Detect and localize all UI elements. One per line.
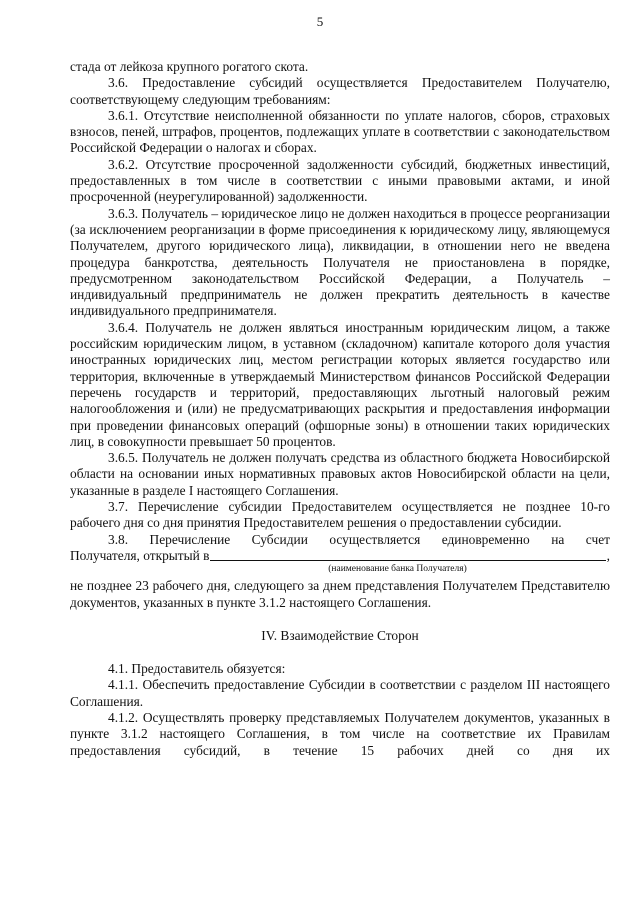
clause-3-7: 3.7. Перечисление субсидии Предоставителем осуществляется не позднее 10-го рабочего дня со дня принятия Предоставителем решения о предоставлении субсидии. [70, 499, 610, 531]
bank-line-suffix: , [606, 547, 610, 563]
clause-3-8-continuation: не позднее 23 рабочего дня, следующего за днем представления Получателем Представителю документов, указанных в пункте 3.1.2 настоящего Соглашения. [70, 578, 610, 610]
paragraph-intro: стада от лейкоза крупного рогатого скота. [70, 59, 309, 74]
clause-4-1-1: 4.1.1. Обеспечить предоставление Субсидии в соответствии с разделом III настоящего Соглашения. [70, 677, 610, 709]
page-number: 5 [316, 14, 324, 29]
clause-4-1: 4.1. Предоставитель обязуется: [108, 661, 286, 677]
clause-3-6-2: 3.6.2. Отсутствие просроченной задолженности субсидий, бюджетных инвестиций, предоставленных в том числе в соответствии с иными правовыми актами, и иной просроченной (неурегулированной) задолженности. [70, 156, 610, 205]
clause-3-6-1: 3.6.1. Отсутствие неисполненной обязанности по уплате налогов, сборов, страховых взносов, пеней, штрафов, процентов, подлежащих уплате в соответствии с законодательством Российской Федерации о налогах и сборах. [70, 107, 610, 156]
clause-3-8: 3.8. Перечисление Субсидии осуществляется единовременно на счет [108, 531, 610, 547]
clause-3-6-5: 3.6.5. Получатель не должен получать средства из областного бюджета Новосибирской области на основании иных нормативных правовых актов Новосибирской области на цели, указанные в разделе I настоящего Соглашения. [70, 450, 610, 498]
bank-line-prefix: Получателя, открытый в [70, 547, 210, 563]
bank-name-line [70, 548, 610, 564]
clause-4-1-2: 4.1.2. Осуществлять проверку представляемых Получателем документов, указанных в пункте 3.1.2 настоящего Соглашения, в том числе на соответствие их Правилам предоставления субсидий, в течение 15 рабочих дней со дня их [70, 709, 610, 758]
document-body [70, 59, 610, 759]
clause-3-6-3: 3.6.3. Получатель – юридическое лицо не должен находиться в процессе реорганизации (за исключением реорганизации в форме присоединения к юридическому лицу, являющемуся Получателем, другого юридического лица), ликвидации, в отношении него не введена процедура банкротства, деятельность Получателя не приостановлена в порядке, предусмотренном законодательством Российской Федерации, а Получатель – индивидуальный предприниматель не должен прекратить деятельность в качестве индивидуального предпринимателя. [70, 205, 610, 319]
bank-name-caption: (наименование банка Получателя) [328, 564, 467, 575]
bank-name-blank [210, 549, 605, 561]
clause-3-6-4: 3.6.4. Получатель не должен являться иностранным юридическим лицом, а также российским юридическим лицом, в уставном (складочном) капитале которого доля участия иностранных юридических лиц, местом регистрации которых является государство или территория, включенные в утверждаемый Министерством финансов Российской Федерации перечень государств и территорий, предоставляющих льготный налоговый режим налогообложения и (или) не предусматривающих раскрытия и предоставления информации при проведении финансовых операций (офшорные зоны) в отношении таких юридических лиц, в совокупности превышает 50 процентов. [70, 319, 610, 449]
section-heading: IV. Взаимодействие Сторон [261, 627, 419, 643]
clause-3-6: 3.6. Предоставление субсидий осуществляется Предоставителем Получателю, соответствующему следующим требованиям: [70, 75, 610, 107]
